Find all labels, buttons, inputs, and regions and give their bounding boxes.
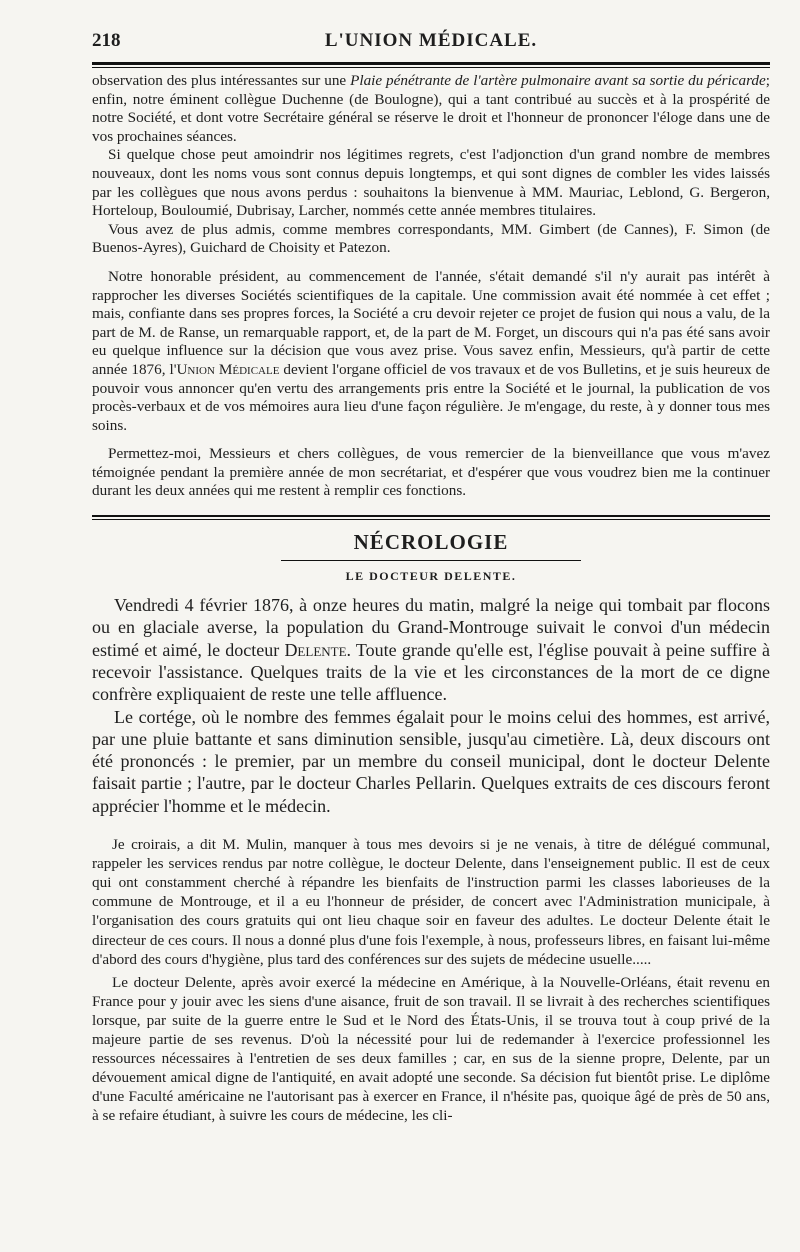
paragraph-text: observation des plus intéressantes sur une [92,72,351,89]
italic-title: Plaie pénétrante de l'artère pulmonaire avant sa sortie du péricarde [350,72,766,89]
paragraph-text: Notre honorable président, au commencement de l'année, s'était demandé s'il n'y aurait pas intérêt à rapprocher les diverses Sociétés scientifiques de la capitale. Une commission avait été nommée à cet effet ; mais, confiante dans ses propres forces, la Société a cru devoir rejeter ce projet de fusion qui nous a valu, de la part de M. de Ranse, un remarquable rapport, et, de la part de M. Forget, un discours qui n'a pas été sans avoir eu quelque influence sur la décision que vous avez prise. Vous savez enfin, Messieurs, qu'à partir de cette année 1876, l' [92,267,770,378]
obituary-article [92,594,770,817]
paragraph-text: devient l'organe officiel de vos travaux et de vos Bulletins, et je suis heureux de pouvoir vous annoncer qu'en vertu des arrangements pris entre la Société et le journal, la publication de vos procès-verbaux et de vos mémoires aura lieu d'une façon régulière. Je m'engage, du reste, à y donner tous mes soins. [92,360,770,434]
section-title: NÉCROLOGIE [353,530,509,555]
article-subtitle: LE DOCTEUR DELENTE. [345,569,517,584]
header-rule [92,62,770,65]
running-head [92,30,770,62]
page-number: 218 [92,30,121,51]
paragraph-thanks: Permettez-moi, Messieurs et chers collègues, de vous remercier de la bienveillance que vous m'avez témoignée pendant la première année de mon secrétariat, et d'espérer que vous voudrez bien me la continuer durant les deux années qui me restent à remplir ces fonctions. [92,445,770,500]
society-report-section [92,72,770,501]
section-divider [92,515,770,520]
paragraph-speech-mulin: Je croirais, a dit M. Mulin, manquer à tous mes devoirs si je ne venais, à titre de délégué communal, rappeler les services rendus par notre collègue, le docteur Delente, dans l'enseignement public. Il est de ceux qui ont constamment cherché à répandre les bienfaits de l'instruction parmi les classes laborieuses de la commune de Montrouge, et il a eu l'honneur de présider, de concert avec l'Administration municipale, à l'organisation des cours gratuits qui ont lieu chaque soir en faveur des adultes. Le docteur Delente était le directeur de ces cours. Il nous a donné plus d'une fois l'exemple, à nous, professeurs libres, en faisant lui-même d'abord des cours d'hygiène, plus tard des conférences sur des sujets de médecine usuelle..... [92,836,770,968]
paragraph-funeral [92,594,770,705]
paragraph-text: . Toute grande qu'elle est, l'église pouvait à peine suffire à recevoir l'assistance. Quelques traits de la vie et les circonstances de la mort de ce digne confrère expliquaient de reste une telle affluence. [92,639,770,705]
title-underline [281,560,581,561]
speech-extracts [92,835,770,1125]
paragraph-text: ; enfin, notre éminent collègue Duchenne (de Boulogne), qui a tant contribué au succès et à la prospérité de notre Société, et dont votre Secrétaire général se réserve le droit et l'honneur de prononcer l'éloge dans une de vos prochaines séances. [92,72,770,145]
paragraph-biography: Le docteur Delente, après avoir exercé la médecine en Amérique, à la Nouvelle-Orléans, était revenu en France pour y jouir avec les siens d'une aisance, fruit de son travail. Il se livrait à des recherches scientifiques lorsque, par suite de la guerre entre le Sud et le Nord des États-Unis, il se trouva tout à coup privé de la majeure partie de ses revenus. D'où la nécessité pour lui de redemander à l'exercice professionnel les ressources nécessaires à l'entretien de ses deux familles ; car, en sus de la sienne propre, Delente, par un dévouement amical digne de l'antiquité, en avait adopté une seconde. Sa décision fut bientôt prise. Le diplôme d'une Faculté américaine ne l'autorisant pas à exercer en France, il n'hésite pas, quoique âgé de près de 50 ans, à se refaire étudiant, à suivre les cours de médecine, les cli- [92,973,770,1125]
paragraph-cortege: Le cortége, où le nombre des femmes égalait pour le moins celui des hommes, est arrivé, par une pluie battante et sans diminution sensible, jusqu'au cimetière. Là, deux discours ont été prononcés : le premier, par un membre du conseil municipal, dont le docteur Delente faisait partie ; l'autre, par le docteur Charles Pellarin. Quelques extraits de ces discours feront apprécier l'homme et le médecin. [92,706,770,816]
paragraph-new-members: Si quelque chose peut amoindrir nos légitimes regrets, c'est l'adjonction d'un grand nombre de membres nouveaux, dont les noms vous sont connus depuis longtemps, et qui sont dignes de combler les vides laissés par les collègues que nous avons perdus : souhaitons la bienvenue à MM. Mauriac, Leblond, G. Bergeron, Horteloup, Bouloumié, Dubrisay, Larcher, nommés cette année membres titulaires. [92,146,770,220]
paragraph-deaths [92,72,770,146]
journal-name: Union Médicale [176,360,280,378]
header-rule-thin [92,67,770,68]
paragraph-fusion-project [92,268,770,435]
paragraph-text: Vendredi 4 février 1876, à onze heures du matin, malgré la neige qui tombait par flocons ou en glaciale averse, la population du Grand-Montrouge suivait le convoi d'un médecin estimé et aimé, le docteur [92,595,770,660]
person-name: Delente [284,639,347,660]
journal-title: L'UNION MÉDICALE. [324,30,538,51]
paragraph-correspondents: Vous avez de plus admis, comme membres correspondants, MM. Gimbert (de Cannes), F. Simon (de Buenos-Ayres), Guichard de Choisity et Patezon. [92,220,770,257]
